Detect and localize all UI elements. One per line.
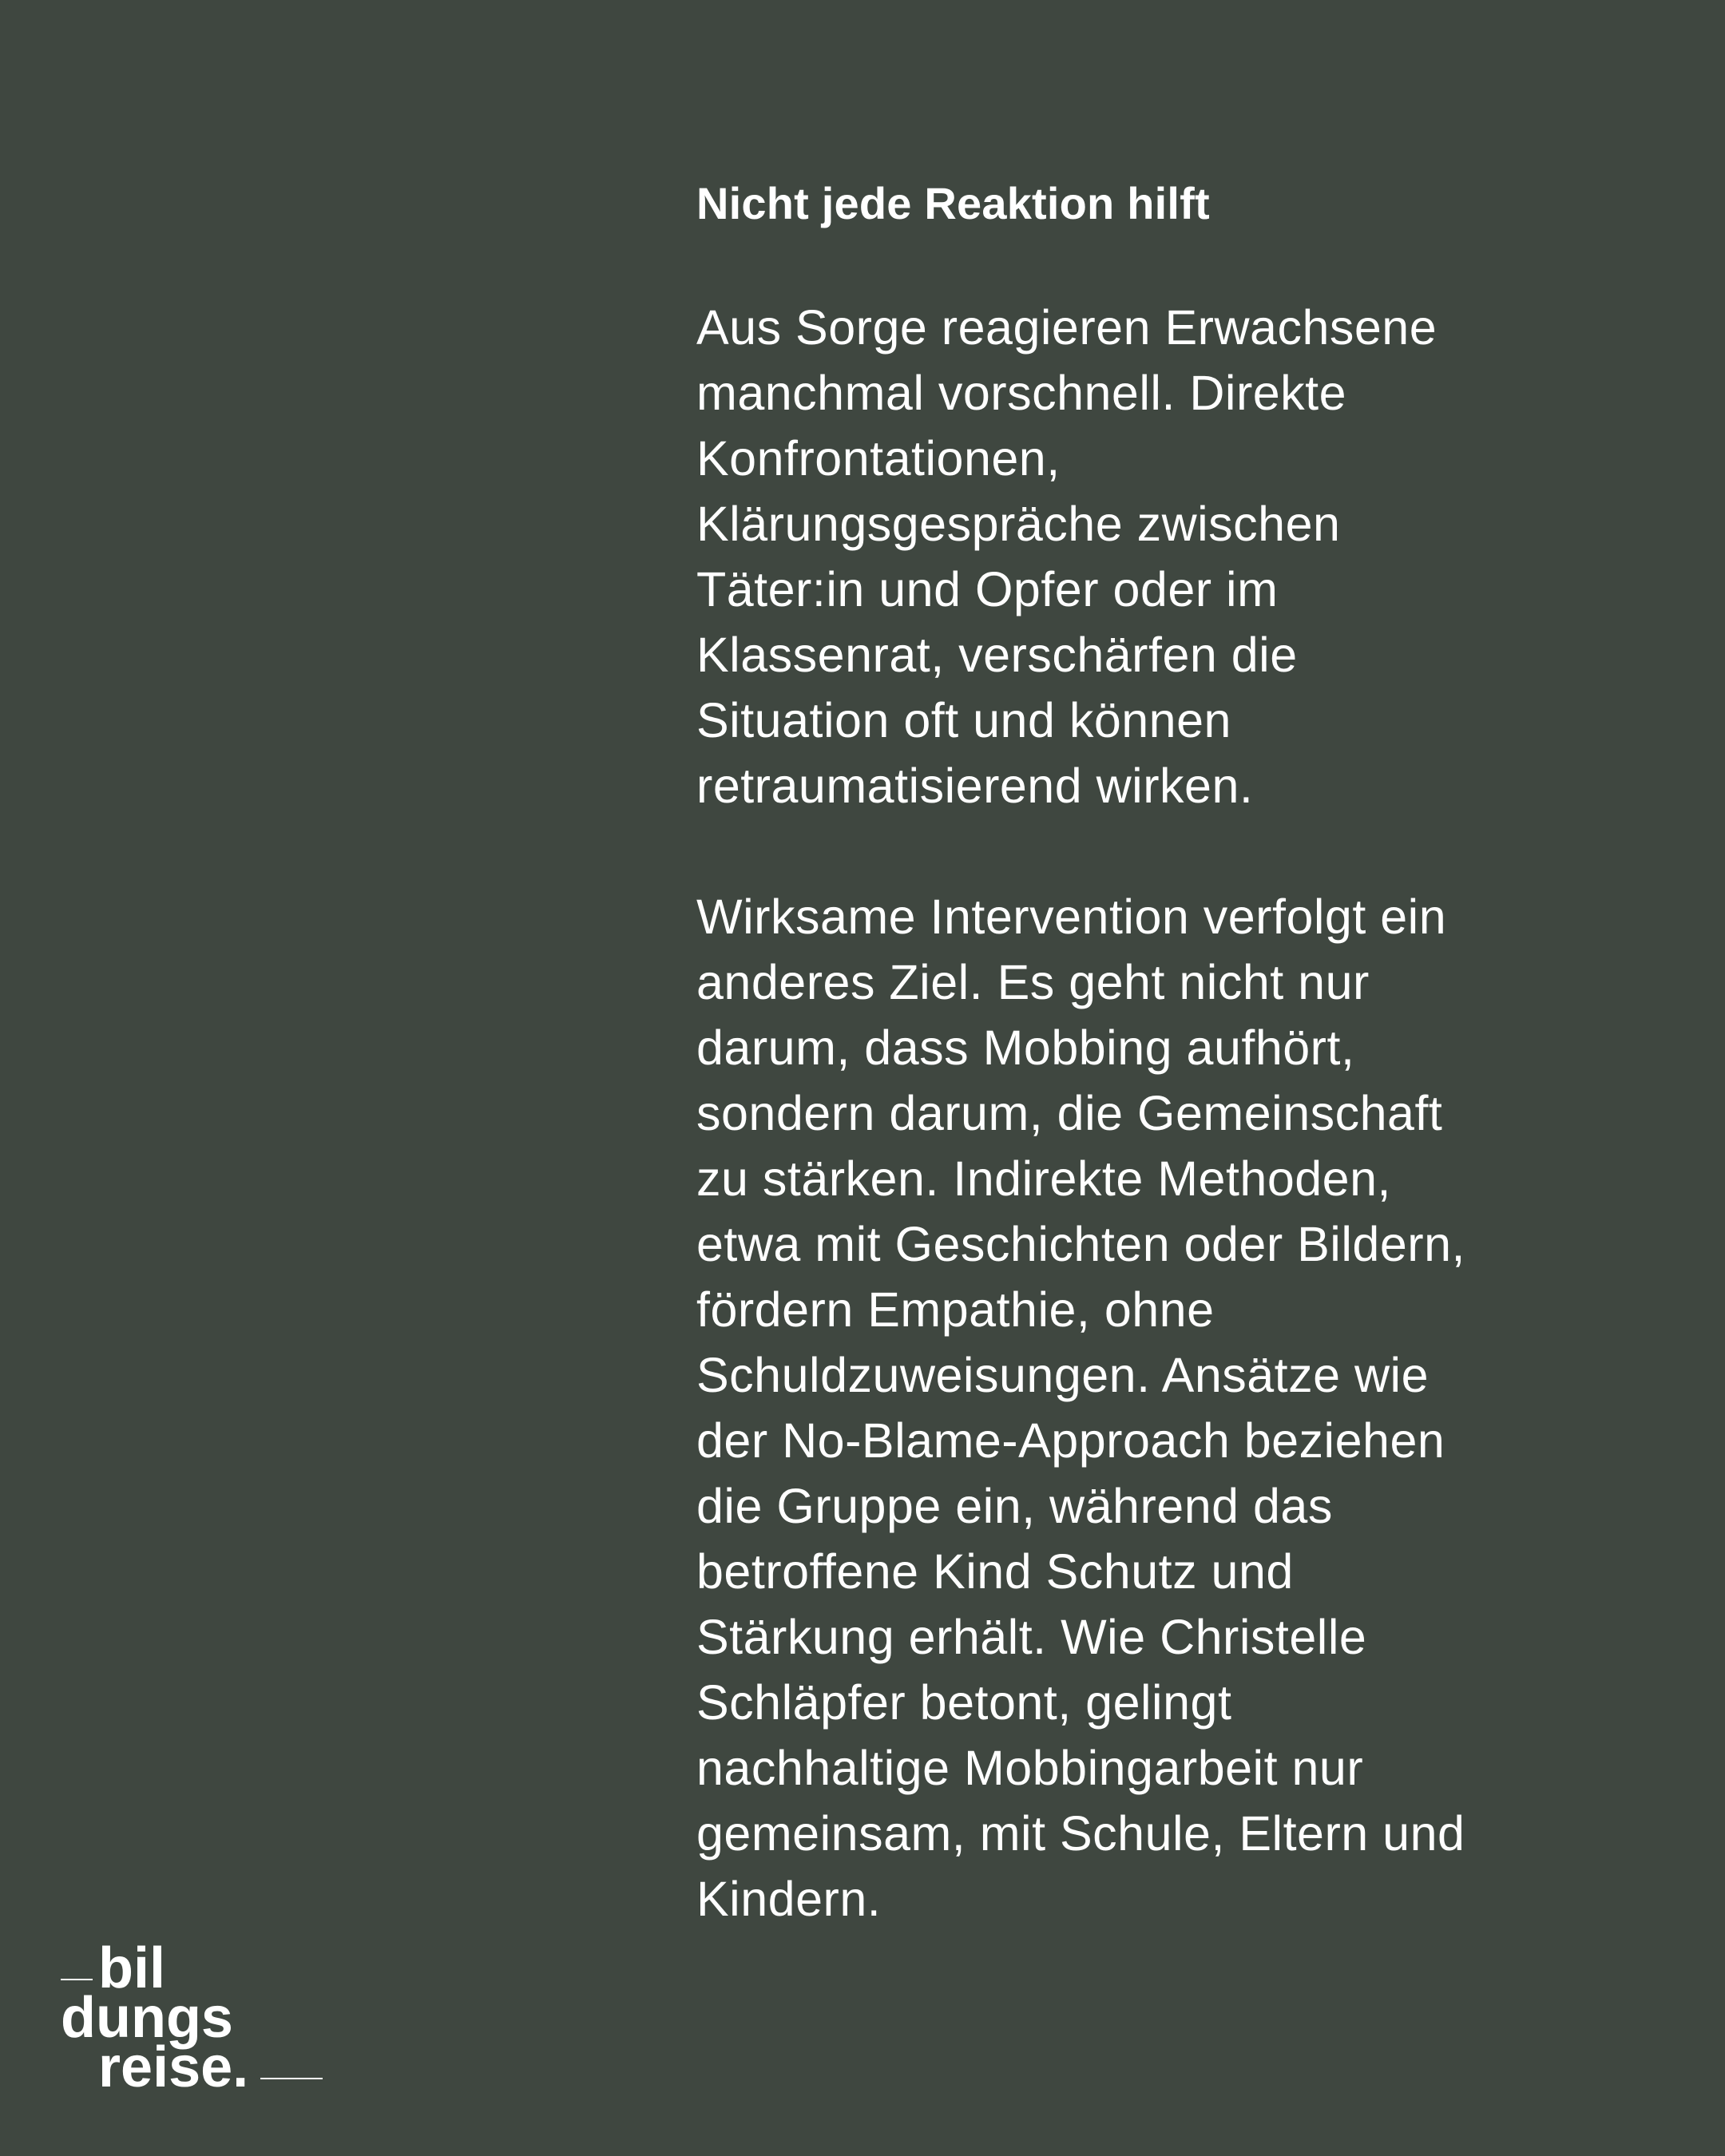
logo-dash-right (260, 2078, 323, 2079)
text-content (696, 177, 1599, 1932)
bildungsreise-logo (61, 1936, 332, 2103)
logo-line-2: dungs (61, 1986, 233, 2050)
paragraph-1: Aus Sorge reagieren Erwachsene manchmal vorschnell. Direkte Konfrontationen, Klärungsgespräche zwischen Täter:in und Opfer oder im Klassenrat, verschärfen die Situation oft und können retraumatisierend wirken. (696, 300, 1438, 813)
logo-line-3: reise. (98, 2035, 249, 2099)
paragraph-2: Wirksame Intervention verfolgt ein anderes Ziel. Es geht nicht nur darum, dass Mobbing aufhört, sondern darum, die Gemeinschaft zu stärken. Indirekte Methoden, etwa mit Geschichten oder Bildern, fördern Empathie, ohne Schuldzuweisungen. Ansätze wie der No-Blame-Approach beziehen die Gruppe ein, während das betroffene Kind Schutz und Stärkung erhält. Wie Christelle Schläpfer betont, gelingt nachhaltige Mobbingarbeit nur gemeinsam, mit Schule, Eltern und Kindern. (696, 890, 1465, 1926)
section-heading: Nicht jede Reaktion hilft (696, 178, 1210, 228)
logo-line-1: bil (98, 1936, 165, 2000)
logo-dash-left (61, 1979, 93, 1980)
